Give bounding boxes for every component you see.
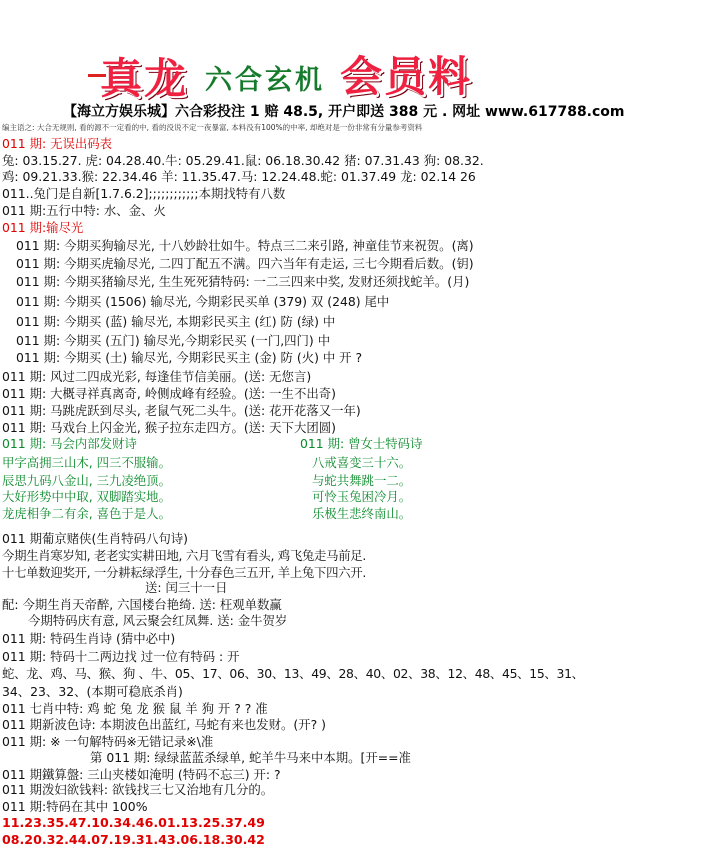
- line-shrew-money: 011 期泼妇欲钱料: 欲钱找三七又治地有几分的。: [2, 782, 274, 797]
- poem-right-2: 与蛇共舞跳一二。: [312, 473, 412, 488]
- line-lose-all-6: 011 期: 今期买 (五门) 输尽光,今期彩民买 (一门,四门) 中: [16, 333, 331, 348]
- line-codes-2: 08.20.32.44.07.19.31.43.06.18.30.42: [2, 832, 265, 847]
- poem-right-4: 乐极生悲终南山。: [312, 506, 412, 521]
- poem-left-1: 甲字高拥三山木, 四三不服输。: [2, 455, 171, 470]
- line-zodiac-row-2: 鸡: 09.21.33.猴: 22.34.46 羊: 11.35.47.马: 12.24.48.蛇: 01.37.49 龙: 02.14 26: [2, 169, 476, 184]
- line-codes-1: 11.23.35.47.10.34.46.01.13.25.37.49: [2, 815, 265, 830]
- line-casino-poem-2: 十七单数迎奖开, 一分耕耘绿浮生, 十分春色三五开, 羊上兔下四六开.: [2, 565, 367, 580]
- line-lose-all-4: 011 期: 今期买 (1506) 输尽光, 今期彩民买单 (379) 双 (248) 尾中: [16, 294, 390, 309]
- line-match-1: 配: 今期生肖天帝醉, 六国楼台艳绮. 送: 枉观单数赢: [2, 597, 282, 612]
- line-lose-all-3: 011 期: 今期买猪输尽光, 生生死死猜特码: 一二三四来中奖, 发财还须找蛇羊。(月): [16, 274, 470, 289]
- line-rabbit-door: 011..兔门是自新[1.7.6.2];;;;;;;;;;;;本期找特有八数: [2, 186, 286, 201]
- line-poem-1: 011 期: 风过二四成光彩, 每逢佳节信美丽。(送: 无您言): [2, 369, 312, 384]
- line-zodiac-row-1: 兔: 03.15.27. 虎: 04.28.40.牛: 05.29.41.鼠: 06.18.30.42 猪: 07.31.43 狗: 08.32.: [2, 153, 484, 168]
- line-number-list-2: 34、23、32、(本期可稳底杀肖): [2, 684, 183, 699]
- line-macau-poem-title: 011 期: 马会内部发财诗: [2, 436, 137, 451]
- line-five-elements: 011 期:五行中特: 水、金、火: [2, 203, 166, 218]
- line-lose-all-2: 011 期: 今期买虎输尽光, 二四丁配五不满。四六当年有走运, 三七今期看后数。(钥): [16, 256, 474, 271]
- line-special-100: 011 期:特码在其中 100%: [2, 799, 148, 814]
- line-poem-2: 011 期: 大概寻祥真离奇, 岭侧成峰有经验。(送: 一生不出奇): [2, 386, 336, 401]
- line-iron-abacus: 011 期鐵算盤: 三山夹楼如淹明 (特码不忘三) 开: ?: [2, 767, 281, 782]
- line-poem-4: 011 期: 马戏台上闪金光, 猴子拉东走四方。(送: 天下大团圆): [2, 420, 336, 435]
- line-lose-all-title: 011 期:输尽光: [2, 220, 84, 235]
- line-lose-all-7: 011 期: 今期买 (土) 输尽光, 今期彩民买主 (金) 防 (火) 中 开 ?: [16, 350, 363, 365]
- banner-title-left: 真龙: [100, 54, 189, 103]
- line-kill-green: 第 011 期: 绿绿蓝蓝杀绿单, 蛇羊牛马来中本期。[开==准: [90, 750, 411, 765]
- poem-right-3: 可怜玉兔困冷月。: [312, 489, 412, 504]
- poem-right-1: 八戒喜变三十六。: [312, 455, 412, 470]
- line-lose-all-5: 011 期: 今期买 (蓝) 输尽光, 本期彩民买主 (红) 防 (绿) 中: [16, 314, 336, 329]
- line-seven-zodiac: 011 七肖中特: 鸡 蛇 兔 龙 猴 鼠 羊 狗 开 ? ? 准: [2, 701, 268, 716]
- line-bonus-1: 送: 闰三十一日: [145, 580, 228, 595]
- line-ms-zeng-poem-title: 011 期: 曾女士特码诗: [300, 436, 423, 451]
- poem-left-2: 辰思九码八金山, 三九凌绝顶。: [2, 473, 171, 488]
- line-poem-3: 011 期: 马跳虎跃到尽头, 老鼠气死二头牛。(送: 花开花落又一年): [2, 403, 361, 418]
- ad-line: 【海立方娱乐城】六合彩投注 1 赔 48.5, 开户即送 388 元 . 网址 www.617788.com: [63, 104, 625, 120]
- poem-left-4: 龙虎相争二有余, 喜色于是人。: [2, 506, 171, 521]
- poem-left-3: 大好形势中中取, 双脚踏实地。: [2, 489, 171, 504]
- line-wave-color-poem: 011 期新波色诗: 本期波色出蓝红, 马蛇有来也发财。(开? ): [2, 717, 326, 732]
- line-casino-poem-1: 今期生肖寒岁知, 老老实实耕田地, 六月飞雪有看头, 鸡飞兔走马前足.: [2, 548, 367, 563]
- banner-title-right: 会员料: [340, 52, 473, 101]
- banner-title-middle: 六合玄机: [205, 65, 325, 96]
- line-issue-table-title: 011 期: 无误出码表: [2, 136, 113, 151]
- line-casino-poem-title: 011 期葡京赌侠(生肖特码八句诗): [2, 531, 188, 546]
- line-lose-all-1: 011 期: 今期买狗输尽光, 十八妙龄壮如牛。特点三二来引路, 神童佳节来祝贺。(离): [16, 238, 474, 253]
- line-twelve-sides: 011 期: 特码十二两边找 过一位有特码 : 开: [2, 649, 240, 664]
- line-one-sentence: 011 期: ※ 一句解特码※无错记录※\准: [2, 734, 214, 749]
- editor-note: 编主语之: 大合无规则, 看的源不一定看的中, 看的没说不定一夜暴富, 本料没有100%的中率, 却绝对是一份非常有分量参考资料: [2, 123, 423, 132]
- line-special-zodiac-poem: 011 期: 特码生肖诗 (猜中必中): [2, 631, 176, 646]
- line-match-2: 今期特码庆有意, 风云聚会红凤舞. 送: 金牛贺岁: [28, 613, 288, 628]
- line-number-list-1: 蛇、龙、鸡、马、猴、狗 、牛、05、17、06、30、13、49、28、40、02、38、12、48、45、15、31、: [2, 666, 584, 681]
